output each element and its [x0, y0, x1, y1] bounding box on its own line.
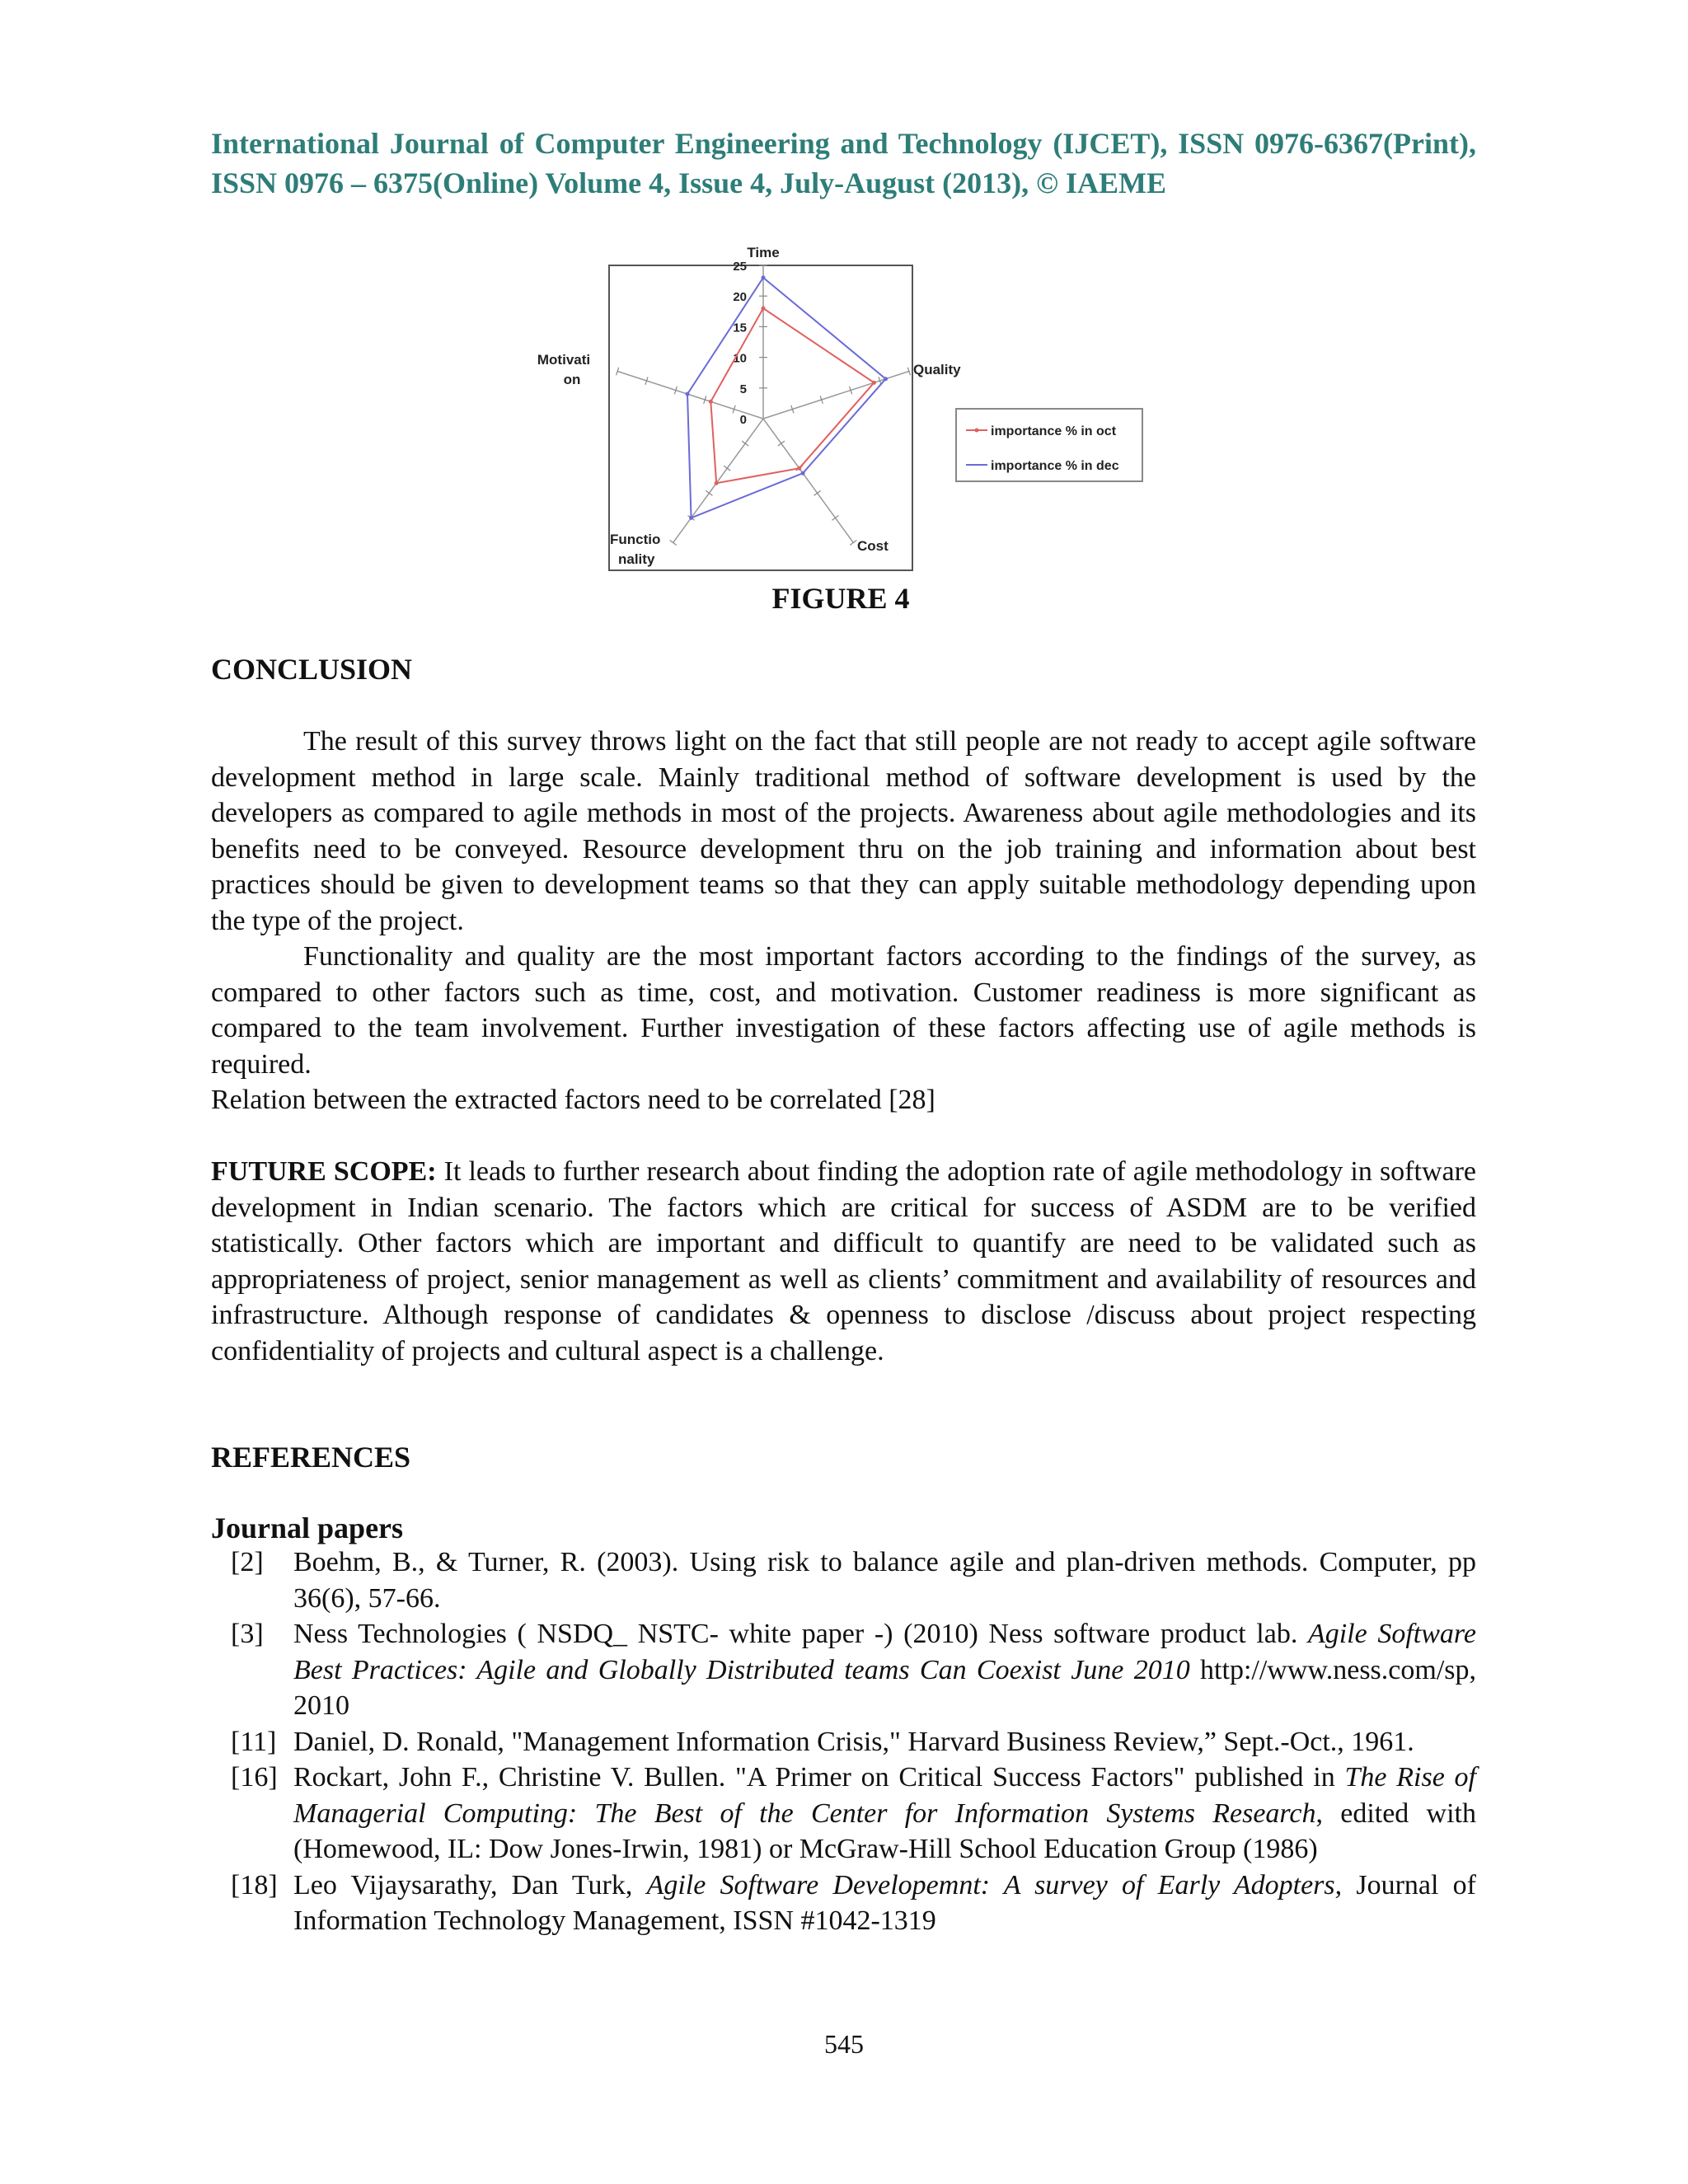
- future-scope: [211, 1154, 1476, 1369]
- conclusion-paragraph-2: Functionality and quality are the most important factors according to the findings of the survey, as compared to other factors such as time, cost, and motivation. Customer readiness is more significant as compared to the team involvement. Further investigation of these factors affecting use of agile methods is required.: [211, 941, 1476, 1080]
- reference-item: [231, 1544, 1476, 1616]
- journal-header: International Journal of Computer Engineering and Technology (IJCET), ISSN 0976-6367(Print), ISSN 0976 – 6375(Online) Volume 4, Issue 4, July-August (2013), © IAEME: [211, 127, 1476, 199]
- radar-scale-label: 15: [733, 321, 747, 335]
- reference-item: [231, 1760, 1476, 1868]
- radar-scale-label: 0: [739, 413, 747, 427]
- radar-data-point: [801, 471, 805, 476]
- radar-scale-label: 20: [733, 290, 747, 305]
- reference-title: Agile Software Best Practices: Agile and Globally Distributed teams Can Coexist June 2010: [293, 1619, 1476, 1685]
- figure-4: [537, 239, 1154, 585]
- legend-swatch-marker: [975, 429, 979, 433]
- reference-item: [231, 1724, 1476, 1760]
- radar-axis-label: on: [563, 372, 581, 387]
- future-scope-text: It leads to further research about finding the adoption rate of agile methodology in software development in Indian scenario. The factors which are critical for success of ASDM are to be verified statistically. Other factors which are important and difficult to quantify are need to be validated such as appropriateness of project, senior management as well as clients’ commitment and availability of resources and infrastructure. Although response of candidates & openness to disclose /discuss about project respecting confidentiality of projects and cultural aspect is a challenge.: [211, 1156, 1477, 1366]
- page-number: 545: [824, 2029, 864, 2059]
- legend-entry: importance % in dec: [991, 459, 1119, 473]
- radar-data-point: [797, 466, 801, 471]
- reference-number: [16]: [231, 1762, 278, 1793]
- future-scope-label: FUTURE SCOPE:: [211, 1156, 437, 1187]
- reference-text: Leo Vijaysarathy, Dan Turk,: [293, 1869, 647, 1900]
- reference-number: [11]: [231, 1726, 277, 1757]
- radar-chart: [537, 239, 1154, 585]
- radar-data-point: [872, 381, 876, 385]
- radar-data-point: [709, 400, 713, 404]
- reference-number: [2]: [231, 1547, 264, 1577]
- reference-text-tail: , edited with (Homewood, IL: Dow Jones-Irwin, 1981) or McGraw-Hill School Education Group (1986): [293, 1797, 1476, 1864]
- reference-item: [231, 1868, 1476, 1939]
- reference-text: Ness Technologies ( NSDQ_ NSTC- white paper -) (2010) Ness software product lab.: [293, 1619, 1308, 1649]
- radar-data-point: [762, 307, 766, 311]
- reference-title: The Rise of Managerial Computing: The Best of the Center for Information Systems Research: [293, 1762, 1476, 1829]
- radar-axis-label: nality: [618, 551, 655, 567]
- conclusion-heading: CONCLUSION: [211, 653, 413, 686]
- reference-number: [3]: [231, 1619, 264, 1649]
- reference-text: Boehm, B., & Turner, R. (2003). Using risk to balance agile and plan-driven methods. Computer, pp 36(6), 57-66.: [293, 1547, 1476, 1614]
- figure-caption: FIGURE 4: [771, 582, 910, 615]
- radar-scale-label: 10: [733, 351, 747, 366]
- reference-title: Agile Software Developemnt: A survey of Early Adopters,: [646, 1869, 1343, 1900]
- radar-axis-label: Time: [747, 245, 780, 260]
- conclusion-relation-line: Relation between the extracted factors need to be correlated [28]: [211, 1085, 935, 1115]
- conclusion-paragraph-1: The result of this survey throws light on the fact that still people are not ready to accept agile software development method in large scale. Mainly traditional method of software development is used by the developers as compared to agile methods in most of the projects. Awareness about agile methodologies and its benefits need to be conveyed. Resource development thru on the job training and information about best practices should be given to development teams so that they can apply suitable methodology depending upon the type of the project.: [211, 726, 1476, 936]
- radar-axis-label: Cost: [857, 538, 889, 554]
- reference-list: [231, 1544, 1476, 1939]
- reference-number: [18]: [231, 1869, 278, 1900]
- reference-text: Daniel, D. Ronald, "Management Information Crisis," Harvard Business Review,” Sept.-Oct., 1961.: [293, 1726, 1414, 1757]
- radar-data-point: [715, 481, 719, 485]
- reference-text-tail: http://www.ness.com/sp, 2010: [293, 1654, 1476, 1721]
- radar-axis-label: Quality: [913, 362, 961, 377]
- reference-text-tail: Journal of Information Technology Management, ISSN #1042-1319: [293, 1869, 1477, 1936]
- conclusion-body: [211, 724, 1476, 1118]
- radar-axis-label: Motivati: [537, 352, 591, 368]
- radar-data-point: [884, 377, 888, 381]
- reference-item: [231, 1616, 1476, 1724]
- radar-data-point: [686, 392, 690, 396]
- legend-entry: importance % in oct: [991, 424, 1117, 438]
- reference-text: Rockart, John F., Christine V. Bullen. "A Primer on Critical Success Factors" published in: [293, 1762, 1345, 1793]
- radar-scale-label: 25: [733, 260, 747, 274]
- references-subheading: Journal papers: [211, 1511, 404, 1544]
- radar-data-point: [689, 516, 693, 520]
- radar-data-point: [762, 275, 766, 279]
- references-heading: REFERENCES: [211, 1441, 411, 1474]
- radar-axis-label: Functio: [610, 532, 661, 547]
- radar-scale-label: 5: [739, 382, 747, 396]
